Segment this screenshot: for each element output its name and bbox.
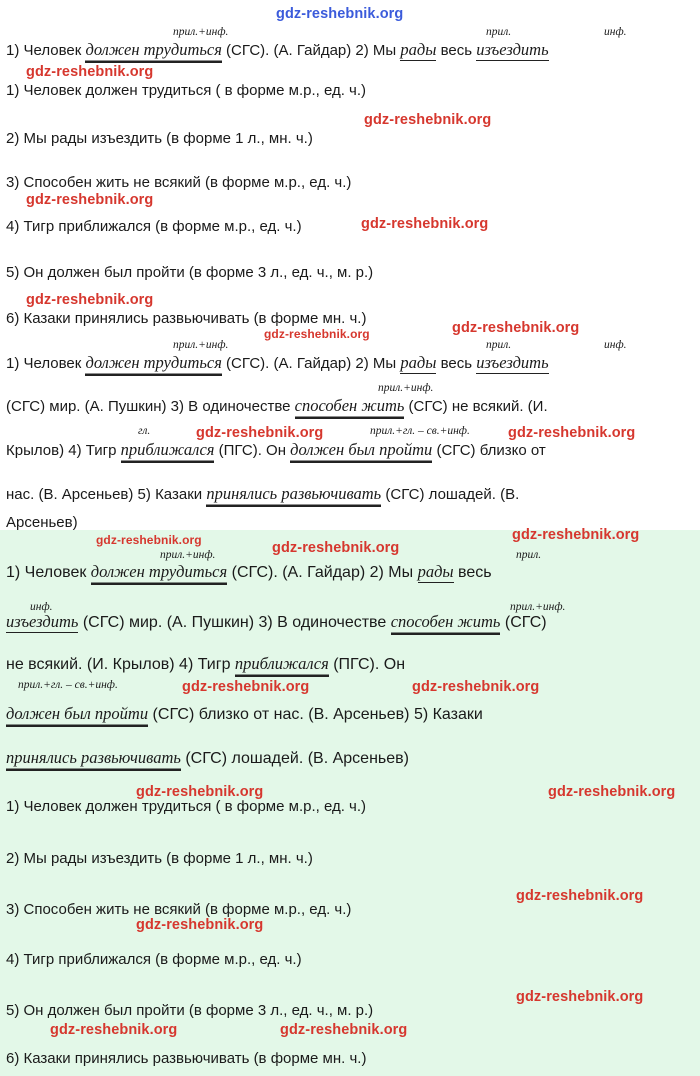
watermark: gdz-reshebnik.org — [508, 425, 636, 441]
watermark: gdz-reshebnik.org — [516, 888, 644, 904]
underlined-phrase: принялись развьючивать — [6, 748, 181, 771]
watermark: gdz-reshebnik.org — [361, 216, 489, 232]
grammar-tag-prilinf: прил.+инф. — [510, 601, 566, 613]
underlined-phrase: способен жить — [391, 612, 501, 635]
underlined-phrase: рады — [400, 40, 437, 59]
text-run: (СГС). (А. Гайдар) 2) Мы — [221, 42, 401, 59]
text-run: весь — [436, 42, 477, 59]
text-run: Крылов) 4) Тигр — [6, 442, 121, 459]
watermark: gdz-reshebnik.org — [26, 192, 154, 208]
watermark: gdz-reshebnik.org — [196, 425, 324, 441]
text-run: (ПГС). Он — [214, 442, 291, 459]
watermark: gdz-reshebnik.org — [276, 6, 404, 22]
middle-line-5: Арсеньев) — [6, 514, 78, 531]
answer-item-3: 3) Способен жить не всякий (в форме м.р., ед. ч.) — [6, 174, 352, 191]
text-run: весь — [453, 564, 492, 581]
underlined-phrase: принялись развьючивать — [206, 484, 381, 507]
green-answer-4: 4) Тигр приближался (в форме м.р., ед. ч.) — [6, 951, 302, 968]
text-run: (ПГС). Он — [328, 656, 406, 673]
text-run: не всякий. (И. Крылов) 4) Тигр — [6, 656, 235, 673]
underlined-phrase: должен был пройти — [6, 704, 148, 727]
underlined-phrase: приближался — [235, 654, 329, 677]
text-run: (СГС) близко от — [432, 442, 546, 459]
watermark: gdz-reshebnik.org — [548, 784, 676, 800]
watermark: gdz-reshebnik.org — [452, 320, 580, 336]
underlined-phrase: должен был пройти — [290, 440, 432, 463]
text-run: (СГС) не всякий. (И. — [404, 398, 548, 415]
watermark: gdz-reshebnik.org — [516, 989, 644, 1005]
underlined-phrase: рады — [417, 562, 454, 581]
underlined-phrase: изъездить — [476, 353, 549, 372]
green-answer-3: 3) Способен жить не всякий (в форме м.р., ед. ч.) — [6, 901, 352, 918]
text-run: 1) Человек — [6, 564, 91, 581]
grammar-tag-inf: инф. — [30, 601, 53, 613]
text-run: (СГС). (А. Гайдар) 2) Мы — [221, 355, 401, 372]
watermark: gdz-reshebnik.org — [50, 1022, 178, 1038]
text-run: (СГС) лошадей. (В. Арсеньев) — [180, 750, 409, 767]
underlined-phrase: изъездить — [6, 612, 79, 631]
watermark: gdz-reshebnik.org — [182, 679, 310, 695]
watermark: gdz-reshebnik.org — [26, 292, 154, 308]
watermark: gdz-reshebnik.org — [96, 533, 202, 547]
grammar-tag-gl: гл. — [138, 425, 151, 437]
text-run: 1) Человек — [6, 42, 86, 59]
underlined-phrase: должен трудиться — [91, 562, 227, 585]
answer-item-1: 1) Человек должен трудиться ( в форме м.р., ед. ч.) — [6, 82, 367, 99]
text-run: (СГС). (А. Гайдар) 2) Мы — [227, 564, 418, 581]
watermark: gdz-reshebnik.org — [272, 540, 400, 556]
text-run: весь — [436, 355, 477, 372]
text-run: (СГС) — [500, 614, 547, 631]
watermark: gdz-reshebnik.org — [136, 917, 264, 933]
grammar-tag-prilinf: прил.+инф. — [160, 549, 216, 561]
grammar-tag-long: прил.+гл. – св.+инф. — [370, 425, 470, 437]
text-run: (СГС) мир. (А. Пушкин) 3) В одиночестве — [6, 398, 295, 415]
grammar-tag-pril: прил. — [516, 549, 542, 561]
grammar-tag-inf: инф. — [604, 339, 627, 351]
text-run: (СГС) лошадей. (В. — [381, 486, 520, 503]
watermark: gdz-reshebnik.org — [280, 1022, 408, 1038]
text-run: 1) Человек — [6, 355, 86, 372]
grammar-tag-prilinf: прил.+инф. — [173, 339, 229, 351]
grammar-tag-prilinf: прил.+инф. — [378, 382, 434, 394]
underlined-phrase: изъездить — [476, 40, 549, 59]
text-run: (СГС) мир. (А. Пушкин) 3) В одиночестве — [78, 614, 391, 631]
green-answer-2: 2) Мы рады изъездить (в форме 1 л., мн. ч.) — [6, 850, 313, 867]
text-run: (СГС) близко от нас. (В. Арсеньев) 5) Казаки — [148, 706, 483, 723]
underlined-phrase: должен трудиться — [85, 40, 221, 63]
answer-item-6: 6) Казаки принялись развьючивать (в форме мн. ч.) — [6, 310, 367, 327]
watermark: gdz-reshebnik.org — [364, 112, 492, 128]
green-answer-1: 1) Человек должен трудиться ( в форме м.р., ед. ч.) — [6, 798, 367, 815]
text-run: нас. (В. Арсеньев) 5) Казаки — [6, 486, 207, 503]
watermark: gdz-reshebnik.org — [136, 784, 264, 800]
watermark: gdz-reshebnik.org — [26, 64, 154, 80]
underlined-phrase: способен жить — [295, 396, 405, 419]
grammar-tag-prilinf: прил.+инф. — [173, 26, 229, 38]
watermark: gdz-reshebnik.org — [512, 527, 640, 543]
answer-item-2: 2) Мы рады изъездить (в форме 1 л., мн. ч.) — [6, 130, 313, 147]
grammar-tag-long: прил.+гл. – св.+инф. — [18, 679, 118, 691]
underlined-phrase: приближался — [121, 440, 215, 463]
answer-item-4: 4) Тигр приближался (в форме м.р., ед. ч.) — [6, 218, 302, 235]
grammar-tag-inf: инф. — [604, 26, 627, 38]
watermark: gdz-reshebnik.org — [412, 679, 540, 695]
grammar-tag-pril: прил. — [486, 26, 512, 38]
grammar-tag-pril: прил. — [486, 339, 512, 351]
underlined-phrase: рады — [400, 353, 437, 372]
underlined-phrase: должен трудиться — [85, 353, 221, 376]
green-answer-5: 5) Он должен был пройти (в форме 3 л., ед. ч., м. р.) — [6, 1002, 374, 1019]
green-answer-6: 6) Казаки принялись развьючивать (в форме мн. ч.) — [6, 1050, 367, 1067]
answer-item-5: 5) Он должен был пройти (в форме 3 л., ед. ч., м. р.) — [6, 264, 374, 281]
watermark: gdz-reshebnik.org — [264, 327, 370, 341]
